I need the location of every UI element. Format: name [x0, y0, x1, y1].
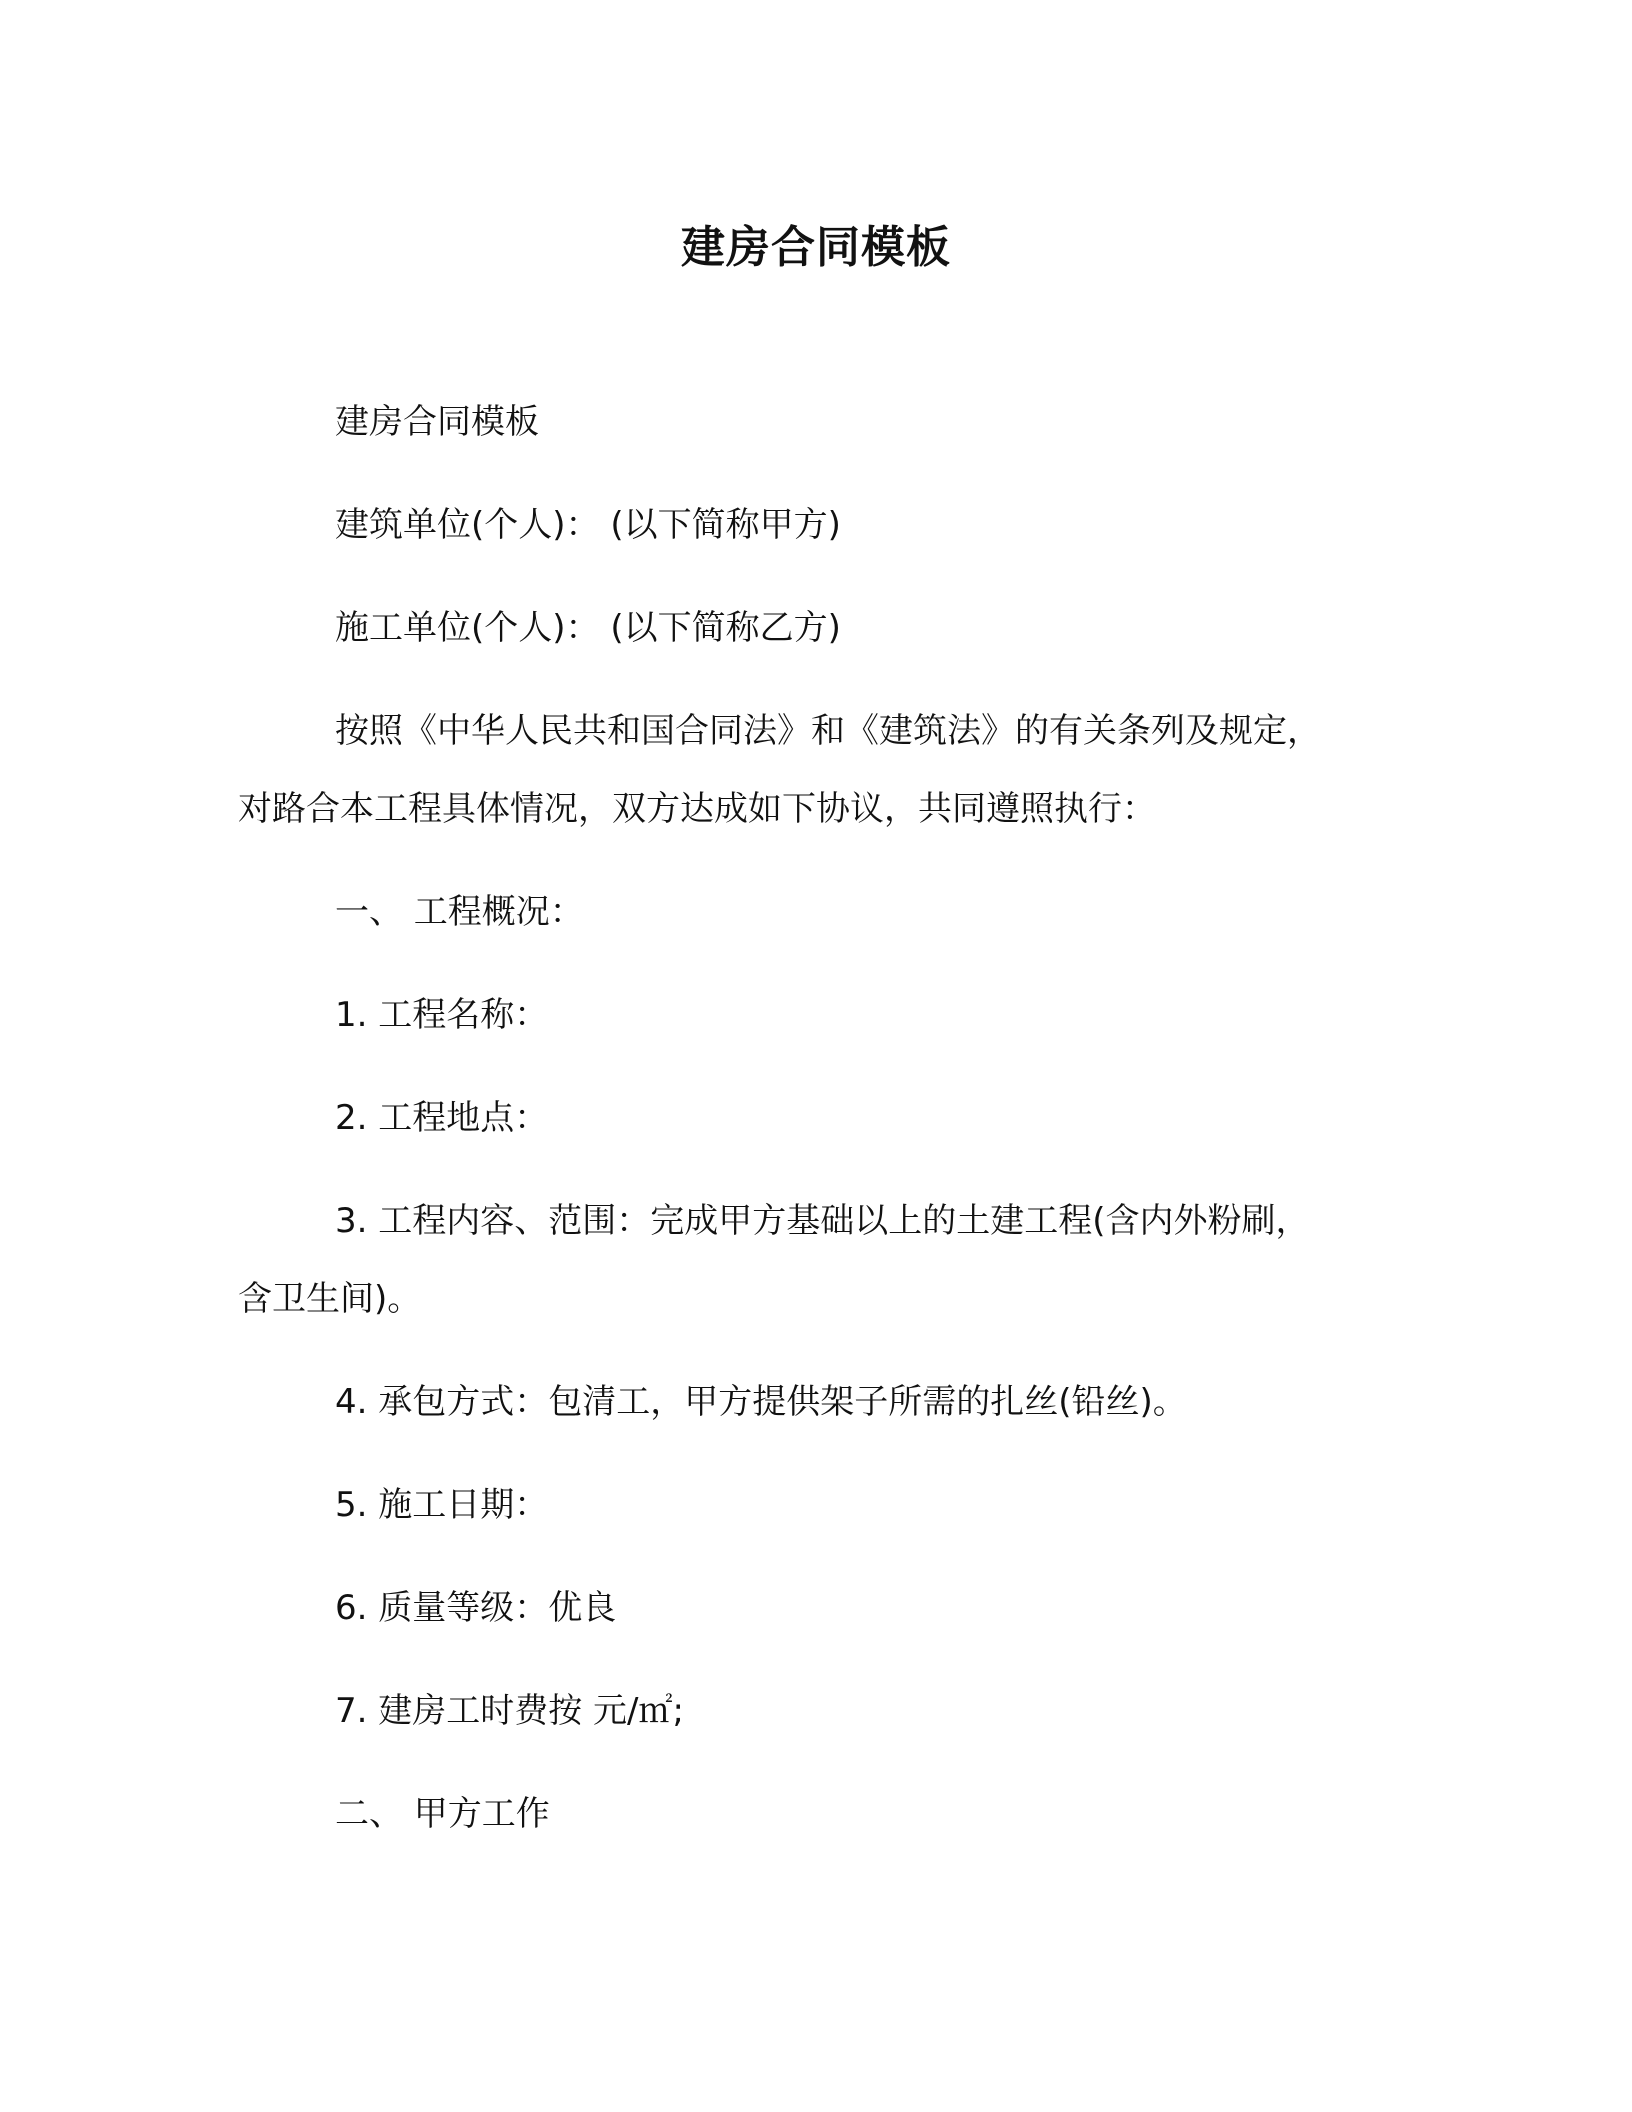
section2-heading: 二、 甲方工作 [335, 1794, 550, 1834]
list-item-quality-grade: 6. 质量等级：优良 [335, 1588, 617, 1628]
intro-paragraph-line2: 对路合本工程具体情况，双方达成如下协议，共同遵照执行： [238, 789, 1156, 829]
list-item-project-name: 1. 工程名称： [335, 995, 549, 1035]
subtitle-paragraph: 建房合同模板 [335, 402, 539, 442]
list-item-project-scope-line1: 3. 工程内容、范围：完成甲方基础以上的土建工程(含内外粉刷， [335, 1201, 1310, 1241]
list-item-labor-fee: 7. 建房工时费按 元/㎡; [335, 1691, 684, 1731]
party-a-paragraph: 建筑单位(个人)： (以下简称甲方) [335, 505, 841, 545]
section1-heading: 一、 工程概况： [335, 892, 584, 932]
document-title: 建房合同模板 [681, 222, 951, 273]
list-item-construction-date: 5. 施工日期： [335, 1485, 549, 1525]
intro-paragraph-line1: 按照《中华人民共和国合同法》和《建筑法》的有关条列及规定， [335, 711, 1321, 751]
party-b-paragraph: 施工单位(个人)： (以下简称乙方) [335, 608, 841, 648]
list-item-project-scope-line2: 含卫生间)。 [238, 1279, 422, 1319]
list-item-contract-method: 4. 承包方式：包清工，甲方提供架子所需的扎丝(铅丝)。 [335, 1382, 1187, 1422]
list-item-project-location: 2. 工程地点： [335, 1098, 549, 1138]
